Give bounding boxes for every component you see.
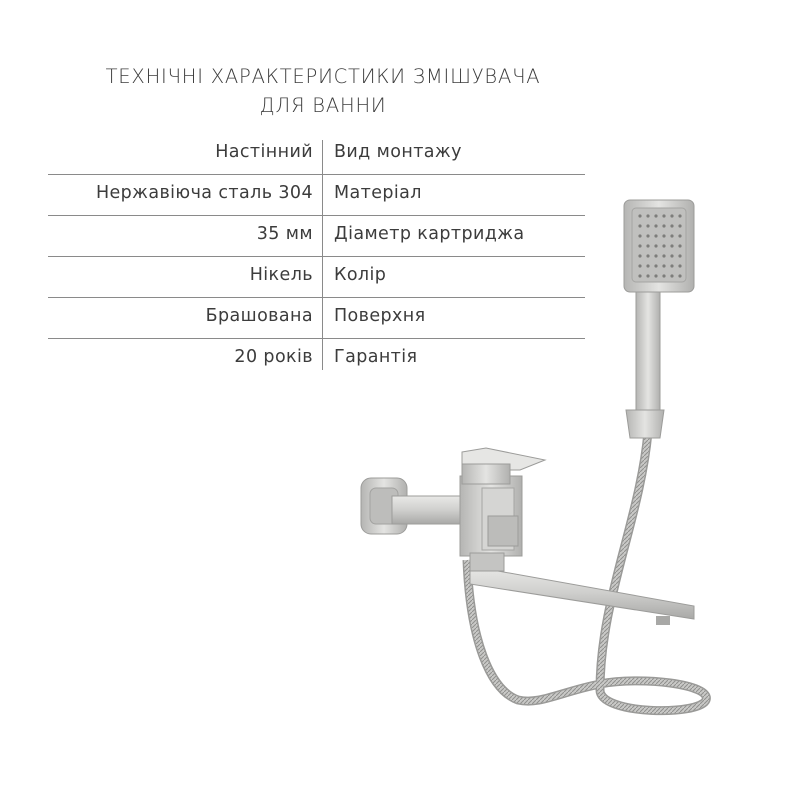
spec-value: 35 мм [256,224,313,244]
spec-label: Матеріал [334,183,422,203]
spec-label: Гарантія [334,347,418,367]
title-line-1: ТЕХНІЧНІ ХАРАКТЕРИСТИКИ ЗМІШУВАЧА [105,65,541,88]
spec-label: Колір [334,265,387,285]
spec-label: Діаметр картриджа [334,224,525,244]
mixer-body [460,476,522,571]
spec-value: Настінний [215,142,313,162]
mixer-arm [392,496,462,524]
spec-value: Брашована [205,306,313,326]
spec-label: Вид монтажу [334,142,462,162]
spec-value: Нікель [249,265,313,285]
bath-mixer-image [340,190,720,730]
shower-handle [636,290,660,410]
title-line-2: ДЛЯ ВАННИ [259,94,387,117]
lever-handle [462,448,545,484]
shower-holder [626,410,664,438]
spec-value: 20 років [234,347,313,367]
table-row [48,134,585,175]
page-title [0,62,646,120]
shower-head [624,200,694,292]
spout [470,566,694,625]
spec-label: Поверхня [334,306,426,326]
spec-value: Нержавіюча сталь 304 [95,183,313,203]
